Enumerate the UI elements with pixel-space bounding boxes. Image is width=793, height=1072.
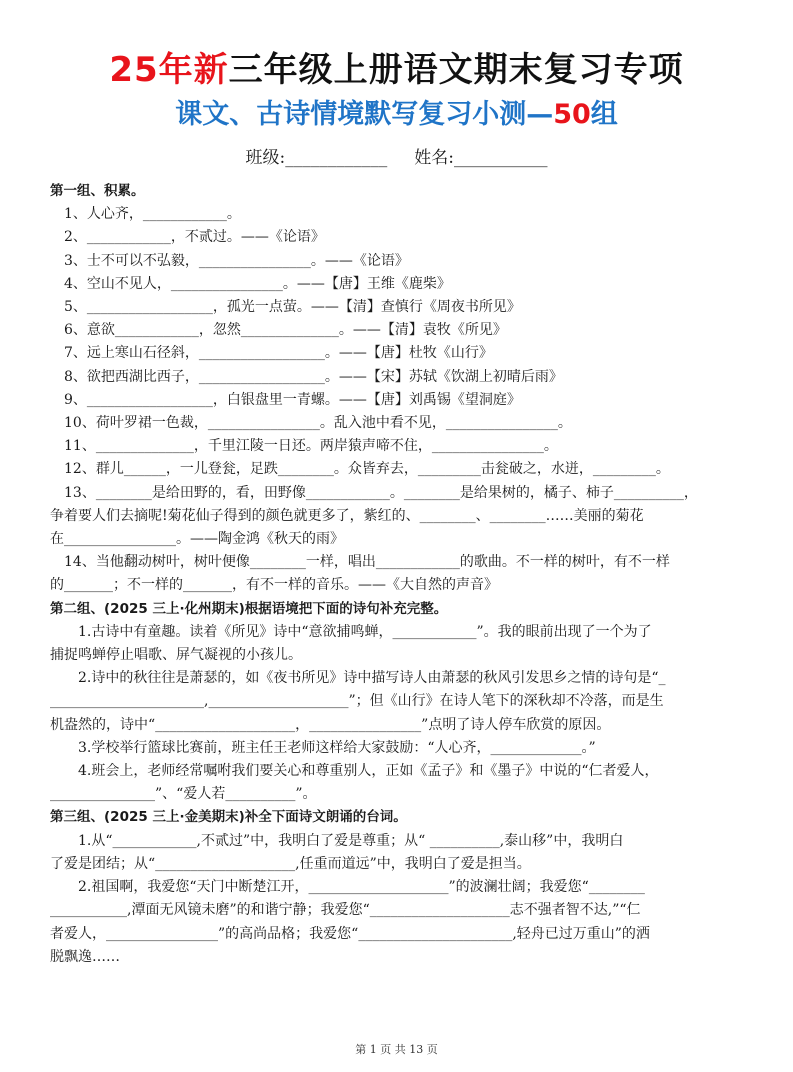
- class-name-line: 班级:____________ 姓名:___________: [245, 148, 548, 168]
- text-line: 2、____________，不贰过。——《论语》: [64, 229, 325, 246]
- page-title: [0, 50, 793, 90]
- title-year-tag: 25年新: [109, 50, 229, 90]
- text-line: 2.祖国啊，我爱您“天门中断楚江开，____________________”的波澜壮阔；我爱您“________: [78, 879, 645, 896]
- text-line: 7、远上寒山石径斜，__________________。——【唐】杜牧《山行》: [64, 345, 493, 362]
- text-line: 6、意欲____________，忽然______________。——【清】袁牧《所见》: [64, 322, 507, 339]
- text-line: 2.诗中的秋往往是萧瑟的，如《夜书所见》诗中描写诗人由萧瑟的秋风引发思乡之情的诗句是“_: [78, 670, 666, 687]
- text-line: 1.从“____________,不贰过”中，我明白了爱是尊重；从“ __________,泰山移”中，我明白: [78, 832, 624, 849]
- text-line: 1、人心齐，____________。: [64, 206, 241, 223]
- text-line: 3.学校举行篮球比赛前，班主任王老师这样给大家鼓励：“人心齐，_____________。”: [78, 739, 596, 756]
- text-line: 机盎然的，诗中“____________________，________________”点明了诗人停车欣赏的原因。: [50, 716, 611, 733]
- text-line: 脱飘逸……: [50, 948, 120, 965]
- text-line: 9、__________________，白银盘里一青螺。——【唐】刘禹锡《望洞庭》: [64, 391, 521, 408]
- subtitle-unit: 组: [590, 99, 618, 130]
- text-line: 14、当他翻动树叶，树叶便像________一样，唱出____________的歌曲。不一样的树叶，有不一样: [64, 554, 670, 571]
- text-line: 10、荷叶罗裙一色裁，________________。乱入池中看不见，________________。: [64, 415, 572, 432]
- text-line: 了爱是团结；从“____________________,任重而道远”中，我明白了爱是担当。: [50, 855, 531, 872]
- subtitle-text: 课文、古诗情境默写复习小测—: [175, 99, 554, 130]
- text-line: 1.古诗中有童趣。读着《所见》诗中“意欲捕鸣蝉，____________”。我的眼前出现了一个为了: [78, 623, 652, 640]
- text-line: 4、空山不见人，________________。——【唐】王维《鹿柴》: [64, 275, 451, 292]
- section-heading: 第一组、积累。: [50, 183, 145, 199]
- text-line: 4.班会上，老师经常嘱咐我们要关心和尊重别人，正如《孟子》和《墨子》中说的“仁者爱人，: [78, 763, 659, 780]
- section-heading: 第二组、(2025 三上·化州期末)根据语境把下面的诗句补充完整。: [50, 600, 448, 617]
- text-line: 的_______；不一样的_______，有不一样的音乐。——《大自然的声音》: [50, 577, 498, 594]
- subtitle-count: 50: [553, 99, 591, 130]
- text-line: 5、__________________，孤光一点萤。——【清】查慎行《周夜书所见》: [64, 299, 521, 316]
- section-heading: 第三组、(2025 三上·金美期末)补全下面诗文朗诵的台词。: [50, 809, 407, 826]
- text-line: 3、士不可以不弘毅，________________。——《论语》: [64, 252, 409, 269]
- text-line: ______________________,____________________”；但《山行》在诗人笔下的深秋却不冷落，而是生: [50, 693, 664, 710]
- text-line: ___________,潭面无风镜未磨”的和谐宁静；我爱您“____________________志不强者智不达,”“仁: [50, 902, 641, 919]
- title-main: 三年级上册语文期末复习专项: [228, 50, 684, 90]
- text-line: 争着要人们去摘呢!菊花仙子得到的颜色就更多了，紫红的、________、________……美丽的菊花: [50, 507, 644, 524]
- page-footer: 第 1 页 共 13 页: [355, 1043, 438, 1056]
- text-line: 11、______________，千里江陵一日还。两岸猿声啼不住，________________。: [64, 438, 558, 455]
- page-subtitle: [0, 98, 793, 132]
- text-line: 8、欲把西湖比西子，__________________。——【宋】苏轼《饮湖上初晴后雨》: [64, 368, 563, 385]
- text-line: 13、________是给田野的，看，田野像____________。________是给果树的，橘子、柿子__________，: [64, 484, 698, 501]
- text-line: 捕捉鸣蝉停止唱歌、屏气凝视的小孩儿。: [50, 647, 302, 664]
- text-line: _______________”、“爱人若__________”。: [50, 786, 317, 803]
- text-line: 在________________。——陶金鸿《秋天的雨》: [50, 531, 344, 548]
- document-body: [50, 180, 748, 969]
- text-line: 者爱人，________________”的高尚品格；我爱您“______________________,轻舟已过万重山”的洒: [50, 925, 650, 942]
- text-line: 12、群儿______，一儿登瓮，足跌________。众皆弃去，_________击瓮破之，水迸，_________。: [64, 461, 670, 478]
